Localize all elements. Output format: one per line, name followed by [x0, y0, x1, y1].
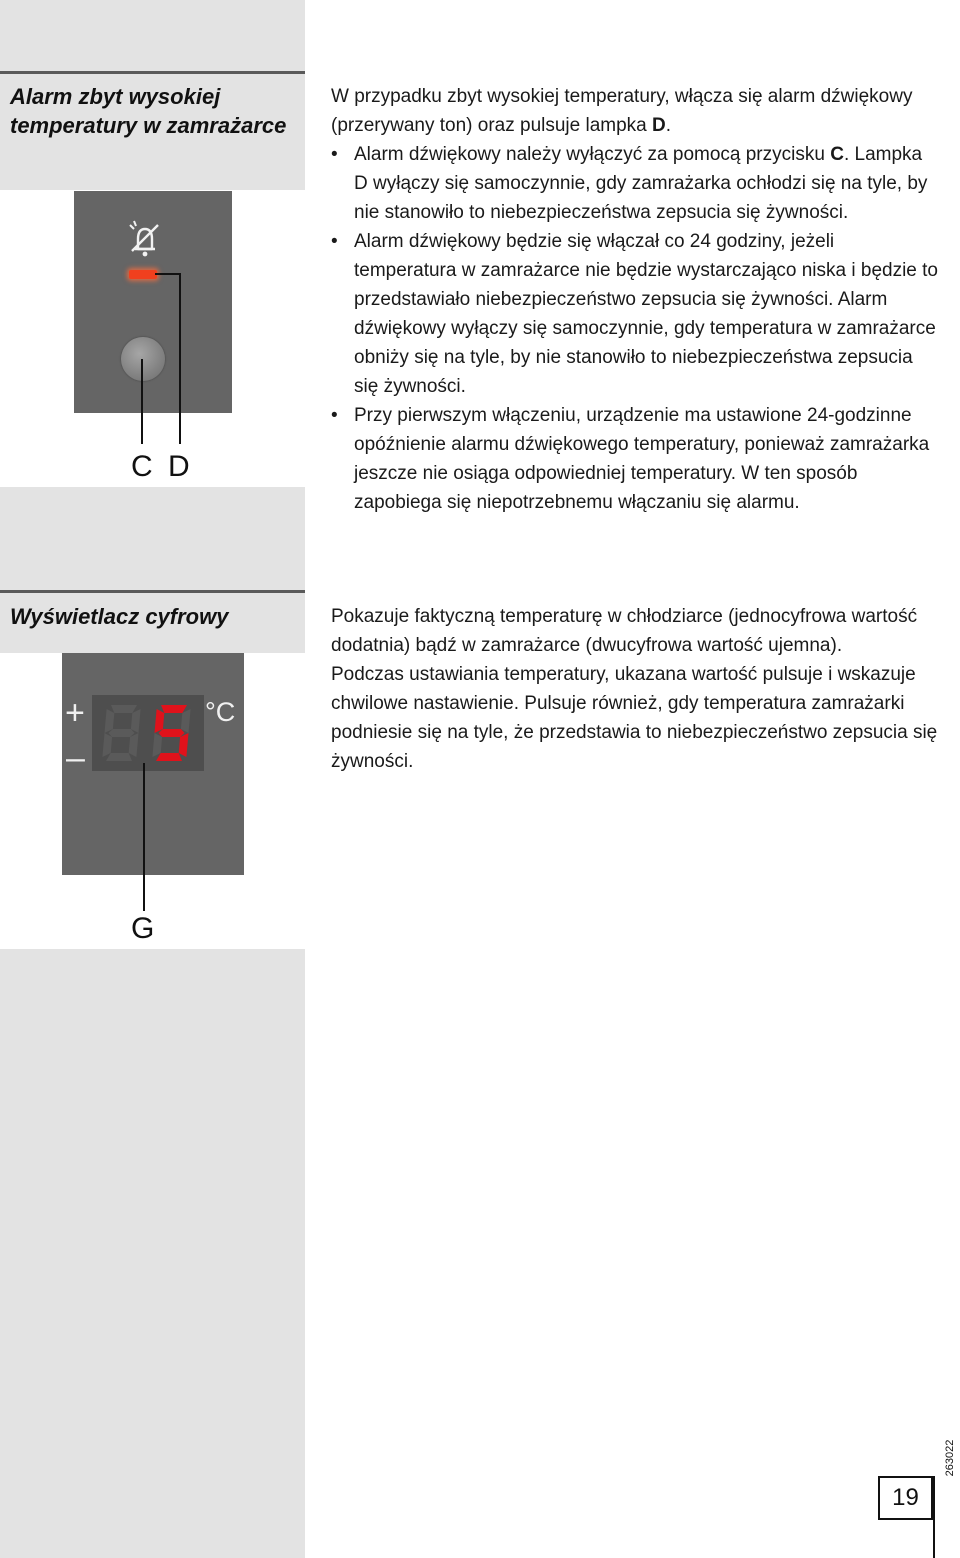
alarm-description	[331, 82, 941, 517]
digit-segment-a	[161, 705, 187, 713]
minus-button[interactable]: –	[66, 739, 85, 777]
red-indicator-lamp	[129, 270, 157, 279]
list-item: • Przy pierwszym włączeniu, urządzenie ma ustawione 24-godzinne opóźnienie alarmu dźwiękowego temperatury, ponieważ zamrażarka jeszcze nie osiąga odpowiedniej temperatury. W ten sposób zapobiega się niepotrzebnemu włączaniu się alarmu.	[331, 405, 930, 513]
leader-line-d	[179, 273, 181, 444]
alarm-bullet-list	[331, 140, 941, 517]
label-d: D	[168, 450, 190, 483]
celsius-unit: °C	[205, 697, 236, 727]
digit-value	[204, 695, 205, 696]
section-title-display: Wyświetlacz cyfrowy	[10, 604, 229, 629]
digit-segment-a	[111, 705, 137, 713]
section-title-alarm: Alarm zbyt wysokiej temperatury w zamrażarce	[10, 84, 287, 138]
digit-segment-d	[106, 753, 132, 761]
alarm-intro: W przypadku zbyt wysokiej temperatury, włącza się alarm dźwiękowy (przerywany ton) oraz pulsuje lampka D.	[331, 86, 913, 136]
display-paragraph-1: Pokazuje faktyczną temperaturę w chłodziarce (jednocyfrowa wartość dodatnia) bądź w zamrażarce (dwucyfrowa wartość ujemna).	[331, 606, 918, 656]
alarm-control-panel	[74, 191, 232, 413]
digit-segment-d	[156, 753, 182, 761]
label-c: C	[131, 450, 153, 483]
plus-button[interactable]: +	[65, 694, 85, 732]
digit-segment-g	[159, 729, 185, 737]
list-item: • Alarm dźwiękowy należy wyłączyć za pomocą przycisku C. Lampka D wyłączy się samoczynnie, gdy zamrażarka ochłodzi się na tyle, by nie stanowiło to niebezpieczeństwa zepsucia się żywności.	[331, 144, 928, 223]
page-number: 19	[878, 1476, 933, 1520]
page-number-rule	[933, 1476, 935, 1558]
display-paragraph-2: Podczas ustawiania temperatury, ukazana wartość pulsuje i wskazuje chwilowe nastawienie. Pulsuje również, gdy temperatura zamrażarki podniesie się na tyle, że przedstawia to niebezpieczeństwo zepsucia się żywności.	[331, 664, 938, 772]
leader-line-g	[143, 763, 145, 911]
display-panel	[62, 653, 244, 875]
alarm-diagram	[0, 190, 305, 487]
document-code: 263022	[944, 1439, 956, 1477]
leader-line-c	[141, 359, 143, 444]
display-diagram	[0, 653, 305, 949]
alarm-button[interactable]	[121, 337, 165, 381]
list-item: • Alarm dźwiękowy będzie się włączał co 24 godziny, jeżeli temperatura w zamrażarce nie będzie wystarczająco niska i będzie to przedstawiało niebezpieczeństwo zepsucia się żywności. Alarm dźwiękowy wyłączy się samoczynnie, gdy temperatura w zamrażarce obniży się na tyle, by nie stanowiło to niebezpieczeństwa zepsucia się żywności.	[331, 231, 938, 397]
leader-line-d-horizontal	[155, 273, 180, 275]
seven-segment-digits	[92, 695, 204, 771]
section-rule-alarm	[0, 71, 305, 74]
alarm-bell-off-icon	[125, 217, 165, 259]
section-rule-display	[0, 590, 305, 593]
display-description	[331, 602, 941, 776]
digit-window	[92, 695, 204, 771]
label-g: G	[131, 912, 155, 945]
digit-segment-g	[109, 729, 135, 737]
